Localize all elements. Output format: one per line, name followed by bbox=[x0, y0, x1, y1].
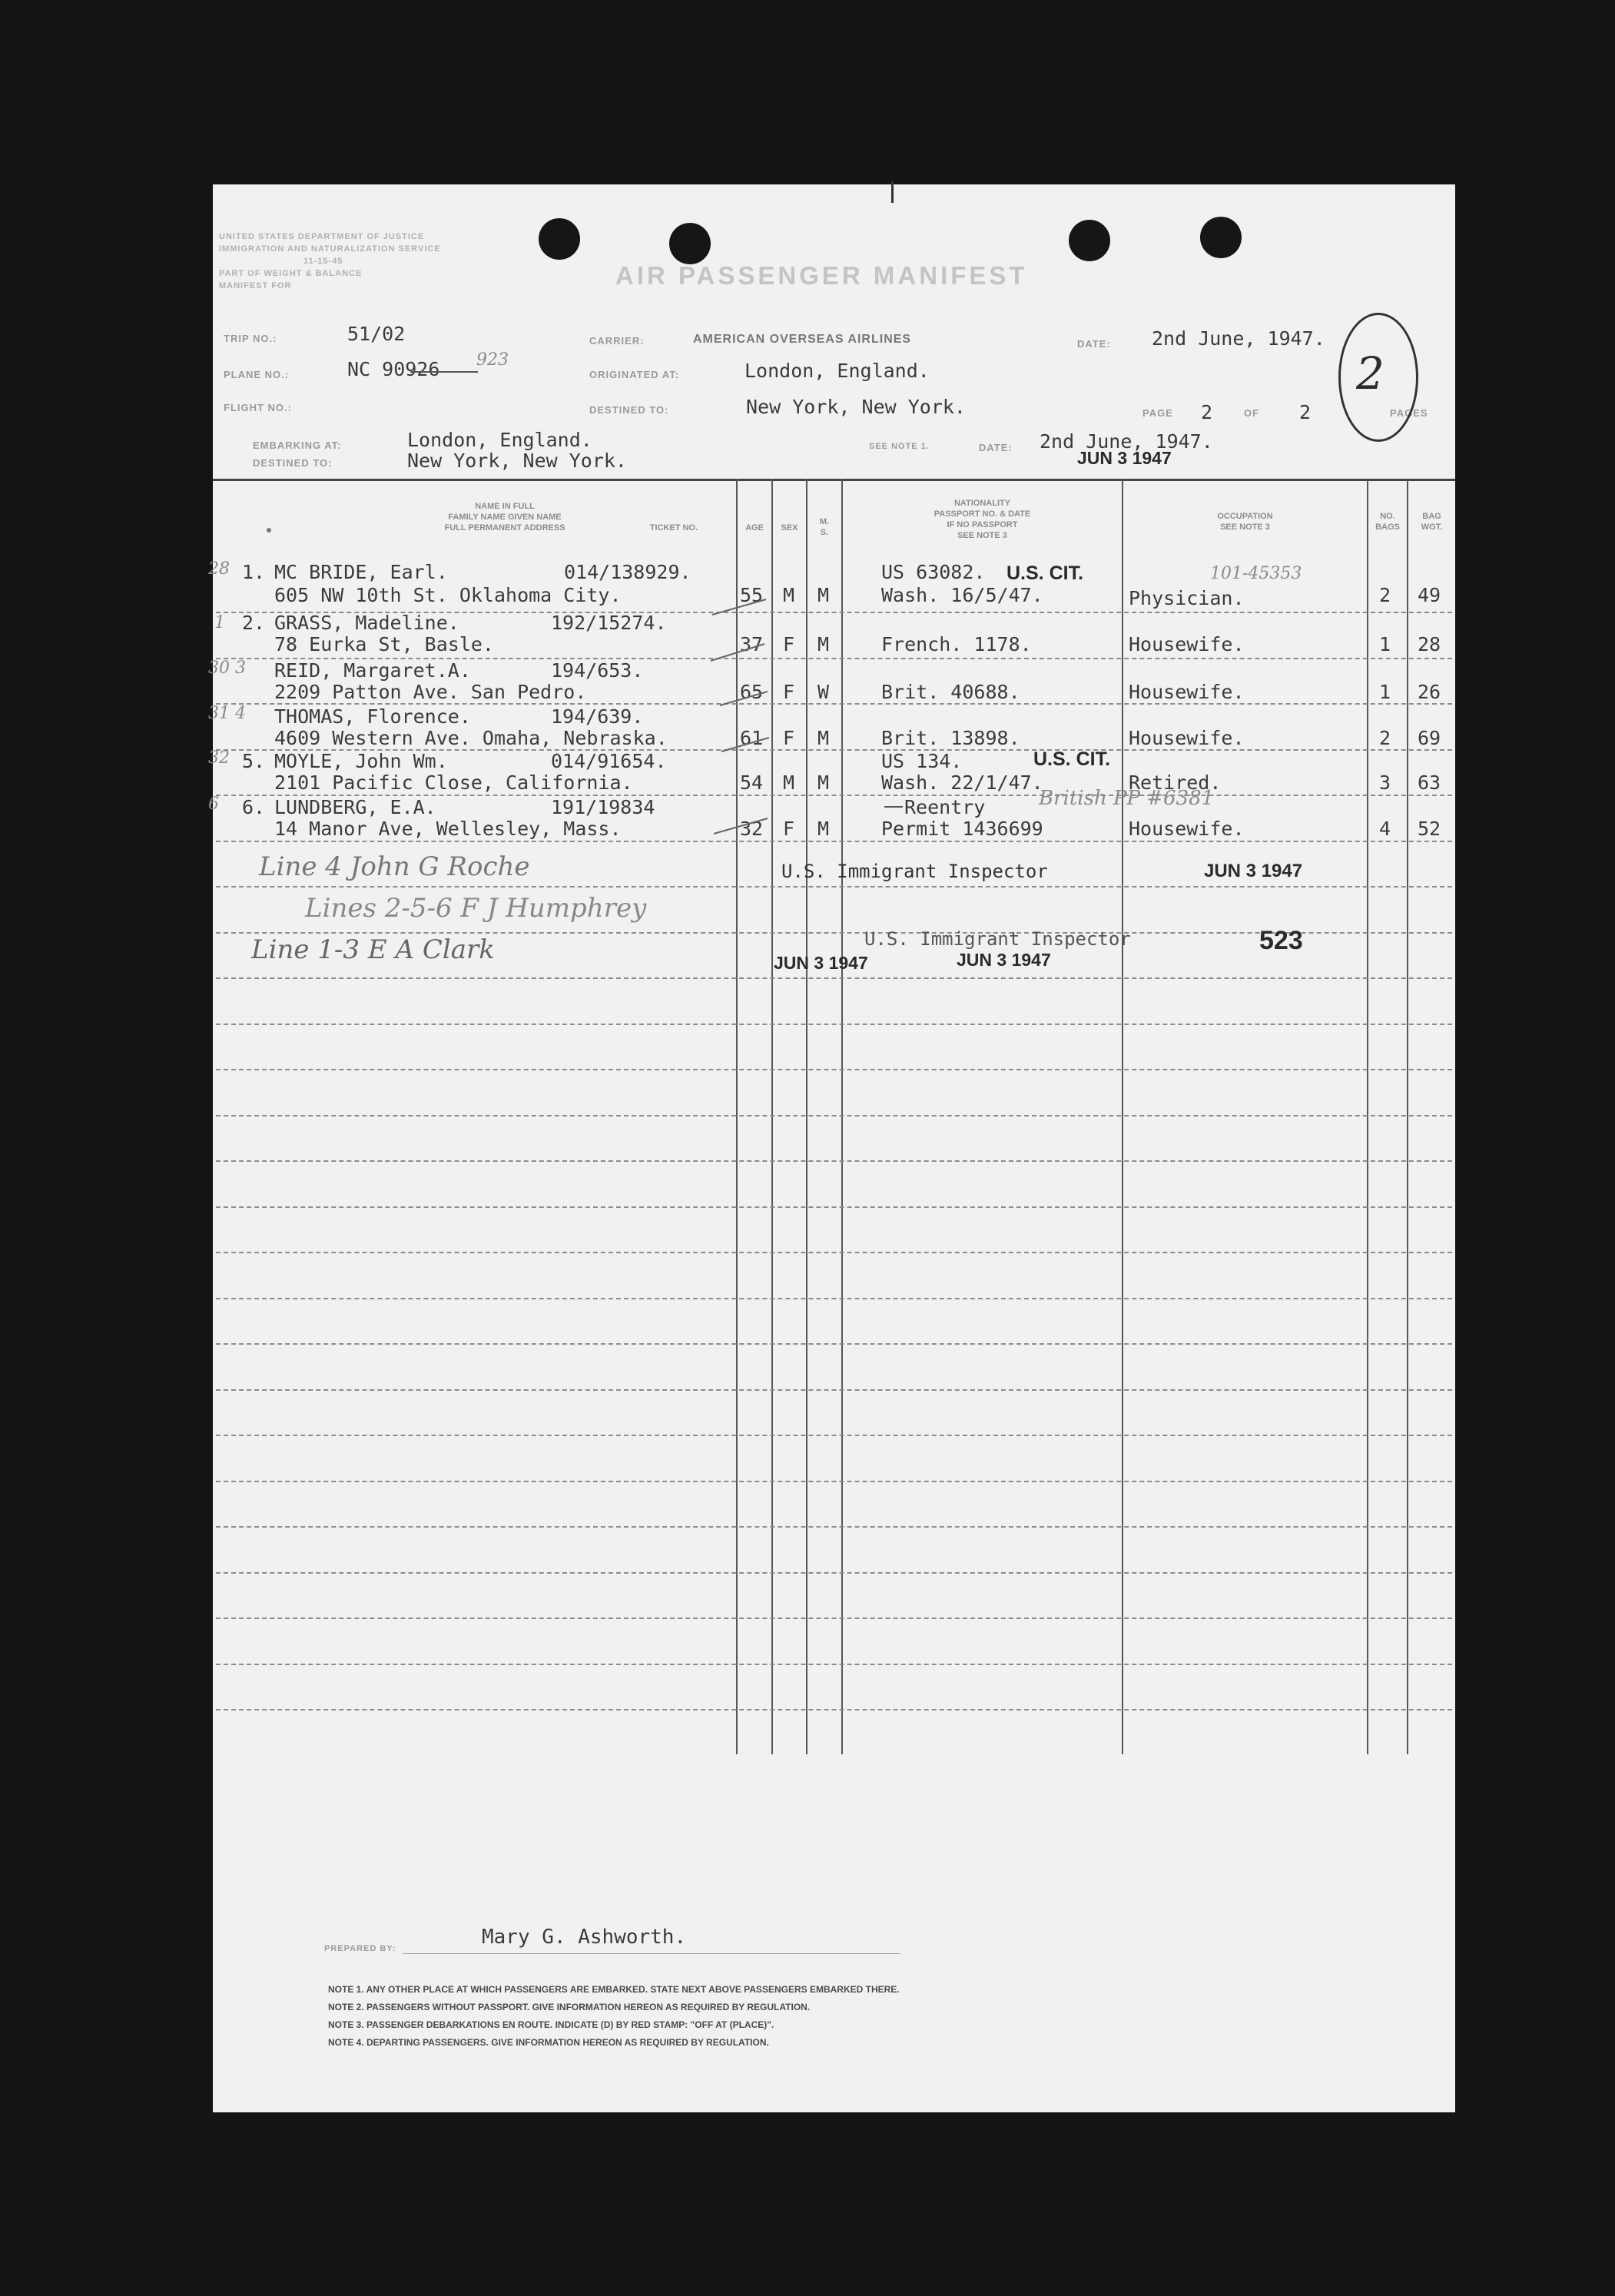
passenger-address: 14 Manor Ave, Wellesley, Mass. bbox=[274, 818, 622, 840]
marital-status: M bbox=[817, 727, 830, 749]
row-rule bbox=[216, 1298, 1452, 1299]
column-header-line: OCCUPATION bbox=[1217, 512, 1273, 521]
inspection-date-stamp: JUN 3 1947 bbox=[774, 953, 868, 973]
ticket-number: 014/91654. bbox=[551, 750, 667, 772]
column-header-line: NAME IN FULL bbox=[475, 502, 535, 511]
column-header-line: PASSPORT NO. & DATE bbox=[934, 509, 1031, 519]
passenger-sex: M bbox=[783, 584, 795, 606]
embarking-value: London, England. bbox=[407, 429, 592, 451]
row-rule bbox=[216, 1664, 1452, 1665]
occupation: Housewife. bbox=[1129, 818, 1245, 840]
bag-weight-column-header bbox=[1408, 511, 1455, 533]
occupation-annotation: 101-45353 bbox=[1210, 564, 1302, 583]
passport-number: Reentry bbox=[904, 796, 986, 818]
row-margin-number: 6 bbox=[208, 795, 219, 814]
passport-number: Brit. 13898. bbox=[881, 727, 1020, 749]
strike-mark bbox=[884, 806, 903, 808]
column-header-line: BAGS bbox=[1375, 523, 1400, 532]
page-value: 2 bbox=[1201, 401, 1213, 423]
bag-weight: 69 bbox=[1418, 727, 1441, 749]
occupation: Physician. bbox=[1129, 587, 1245, 609]
date-label: DATE: bbox=[1077, 338, 1111, 350]
nationality-column-header bbox=[843, 498, 1122, 541]
ticket-column-header: TICKET NO. bbox=[649, 523, 698, 533]
row-index: 6. bbox=[242, 796, 266, 818]
bag-weight: 63 bbox=[1418, 771, 1441, 794]
marital-status: W bbox=[817, 681, 830, 703]
passenger-age: 54 bbox=[740, 771, 764, 794]
column-header-line: SEE NOTE 3 bbox=[1220, 523, 1270, 532]
trip-no-value: 51/02 bbox=[347, 323, 406, 345]
marital-status: M bbox=[817, 633, 830, 655]
passenger-name: MC BRIDE, Earl. bbox=[274, 561, 448, 583]
punch-hole bbox=[1200, 217, 1242, 258]
pages-label: PAGES bbox=[1390, 407, 1428, 419]
note-line: NOTE 4. DEPARTING PASSENGERS. GIVE INFORMATION HEREON AS REQUIRED BY REGULATION. bbox=[328, 2037, 769, 2048]
check-mark bbox=[711, 644, 764, 661]
of-label: OF bbox=[1244, 407, 1260, 419]
occupation: Housewife. bbox=[1129, 681, 1245, 703]
row-index: 1. bbox=[242, 561, 266, 583]
name-column-header bbox=[343, 501, 666, 533]
flight-no-label: FLIGHT NO.: bbox=[224, 402, 292, 413]
plane-no-label: PLANE NO.: bbox=[224, 369, 290, 380]
passport-date: Wash. 16/5/47. bbox=[881, 584, 1043, 606]
passenger-sex: M bbox=[783, 771, 795, 794]
destined-value: New York, New York. bbox=[746, 396, 966, 418]
passport-date: Wash. 22/1/47. bbox=[881, 771, 1043, 794]
passenger-address: 4609 Western Ave. Omaha, Nebraska. bbox=[274, 727, 668, 749]
notes-block bbox=[328, 1981, 900, 2052]
column-header-line: SEE NOTE 3 bbox=[957, 531, 1007, 540]
check-mark bbox=[714, 818, 768, 834]
bag-weight: 52 bbox=[1418, 818, 1441, 840]
bag-count: 2 bbox=[1379, 727, 1391, 749]
prepared-by-line bbox=[403, 1953, 900, 1954]
passenger-address: 605 NW 10th St. Oklahoma City. bbox=[274, 584, 622, 606]
inspector-signature: Line 4 John G Roche bbox=[259, 851, 530, 882]
passenger-row bbox=[208, 659, 1455, 705]
passenger-name: REID, Margaret.A. bbox=[274, 659, 471, 682]
row-margin-number: 1 bbox=[214, 613, 225, 632]
row-margin-number: 32 bbox=[208, 748, 230, 768]
weight-balance-line: PART OF WEIGHT & BALANCE bbox=[219, 269, 363, 278]
row-rule bbox=[216, 1069, 1452, 1070]
passenger-sex: F bbox=[783, 727, 795, 749]
citizen-stamp: U.S. CIT. bbox=[1006, 562, 1084, 584]
occupation: Housewife. bbox=[1129, 633, 1245, 655]
row-rule bbox=[216, 886, 1452, 888]
table-top-border bbox=[213, 479, 1455, 481]
of-value: 2 bbox=[1299, 401, 1312, 423]
column-header-line: WGT. bbox=[1421, 523, 1443, 532]
passenger-age: 55 bbox=[740, 584, 764, 606]
passenger-address: 2209 Patton Ave. San Pedro. bbox=[274, 681, 587, 703]
check-marks bbox=[697, 569, 781, 845]
row-rule bbox=[216, 1115, 1452, 1116]
inspector-signature: Lines 2-5-6 F J Humphrey bbox=[305, 893, 647, 924]
manifest-sheet bbox=[208, 184, 1455, 2112]
destined-to-label: DESTINED TO: bbox=[253, 457, 333, 469]
passenger-row bbox=[208, 787, 1455, 842]
row-rule bbox=[216, 1435, 1452, 1436]
inspection-date-stamp: JUN 3 1947 bbox=[1204, 861, 1303, 881]
row-rule bbox=[216, 1206, 1452, 1208]
row-rule bbox=[216, 1389, 1452, 1391]
passport-number: US 63082. bbox=[881, 561, 986, 583]
citizen-stamp: U.S. CIT. bbox=[1033, 748, 1111, 770]
passenger-age: 65 bbox=[740, 681, 764, 703]
page-label: PAGE bbox=[1142, 407, 1173, 419]
date-value: 2nd June, 1947. bbox=[1152, 327, 1325, 350]
inspector-stamp: U.S. Immigrant Inspector bbox=[864, 928, 1131, 950]
row-rule bbox=[216, 1343, 1452, 1345]
note-line: NOTE 2. PASSENGERS WITHOUT PASSPORT. GIVE INFORMATION HEREON AS REQUIRED BY REGULATION. bbox=[328, 2002, 811, 2012]
bag-count: 1 bbox=[1379, 633, 1391, 655]
row-index: 5. bbox=[242, 750, 266, 772]
destined-label: DESTINED TO: bbox=[589, 404, 669, 416]
note-line: NOTE 1. ANY OTHER PLACE AT WHICH PASSENGERS ARE EMBARKED. STATE NEXT ABOVE PASSENGERS EMBARKED THERE. bbox=[328, 1984, 900, 1995]
row-rule bbox=[216, 1160, 1452, 1162]
passenger-row bbox=[208, 704, 1455, 750]
punch-hole bbox=[539, 218, 580, 260]
column-header-line: NO. bbox=[1380, 512, 1395, 521]
passenger-age: 37 bbox=[740, 633, 764, 655]
row-rule bbox=[216, 1481, 1452, 1482]
row-rule bbox=[216, 1617, 1452, 1619]
passport-date: Permit 1436699 bbox=[881, 818, 1043, 840]
sex-column-header: SEX bbox=[781, 523, 798, 533]
embark-date-value: 2nd June, 1947. bbox=[1040, 430, 1213, 453]
check-mark bbox=[721, 738, 769, 752]
prepared-by-value: Mary G. Ashworth. bbox=[482, 1926, 687, 1949]
agency-line: IMMIGRATION AND NATURALIZATION SERVICE bbox=[219, 244, 441, 254]
ticket-number: 194/653. bbox=[551, 659, 644, 682]
prepared-by-label: PREPARED BY: bbox=[324, 1944, 396, 1953]
passenger-row bbox=[208, 748, 1455, 796]
passenger-age: 32 bbox=[740, 818, 764, 840]
ticket-number: 194/639. bbox=[551, 705, 644, 728]
manifest-for-line: MANIFEST FOR bbox=[219, 281, 292, 290]
ticket-number: 192/15274. bbox=[551, 612, 667, 634]
passenger-sex: F bbox=[783, 633, 795, 655]
row-index: 2. bbox=[242, 612, 266, 634]
page-circle-number: 2 bbox=[1356, 347, 1385, 400]
column-header-line: NATIONALITY bbox=[953, 499, 1011, 508]
agency-block bbox=[219, 231, 441, 292]
row-rule bbox=[216, 977, 1452, 979]
carrier-value: AMERICAN OVERSEAS AIRLINES bbox=[693, 333, 912, 346]
form-title: AIR PASSENGER MANIFEST bbox=[615, 261, 1028, 290]
ticket-number: 014/138929. bbox=[564, 561, 691, 583]
column-header-line: BAG bbox=[1422, 512, 1441, 521]
punch-hole bbox=[669, 223, 711, 264]
column-header-line: FULL PERMANENT ADDRESS bbox=[444, 523, 565, 533]
top-mark bbox=[891, 181, 894, 203]
embark-date-label: DATE: bbox=[979, 442, 1013, 453]
bags-column-header bbox=[1368, 511, 1407, 533]
inspector-signature: Line 1-3 E A Clark bbox=[251, 934, 495, 965]
passenger-address: 2101 Pacific Close, California. bbox=[274, 771, 633, 794]
bag-weight: 26 bbox=[1418, 681, 1441, 703]
carrier-label: CARRIER: bbox=[589, 335, 645, 347]
inspector-stamp: U.S. Immigrant Inspector bbox=[781, 861, 1048, 882]
occupation-annotation: British PP #6381 bbox=[1039, 787, 1215, 810]
column-header-line: S. bbox=[820, 528, 829, 537]
bag-weight: 49 bbox=[1418, 584, 1441, 606]
passenger-name: GRASS, Madeline. bbox=[274, 612, 459, 634]
inspection-date-stamp: JUN 3 1947 bbox=[957, 950, 1051, 970]
inspector-number-stamp: 523 bbox=[1259, 926, 1303, 955]
plane-no-strike bbox=[410, 371, 478, 373]
destined-to-value: New York, New York. bbox=[407, 450, 627, 472]
row-rule bbox=[216, 1709, 1452, 1710]
bag-count: 2 bbox=[1379, 584, 1391, 606]
originated-value: London, England. bbox=[744, 360, 930, 382]
row-rule bbox=[216, 1024, 1452, 1025]
occupation-column-header bbox=[1123, 511, 1367, 533]
marital-status: M bbox=[817, 771, 830, 794]
column-header-line: IF NO PASSPORT bbox=[947, 520, 1018, 529]
passenger-name: MOYLE, John Wm. bbox=[274, 750, 448, 772]
punch-hole bbox=[1069, 220, 1110, 261]
age-column-header: AGE bbox=[745, 523, 764, 533]
marital-status: M bbox=[817, 584, 830, 606]
row-margin-number: 28 bbox=[208, 559, 230, 579]
passenger-sex: F bbox=[783, 818, 795, 840]
bag-count: 3 bbox=[1379, 771, 1391, 794]
trip-no-label: TRIP NO.: bbox=[224, 333, 277, 344]
bag-weight: 28 bbox=[1418, 633, 1441, 655]
row-margin-number: 31 4 bbox=[208, 704, 246, 723]
bag-count: 1 bbox=[1379, 681, 1391, 703]
form-number: 11-15-45 bbox=[303, 257, 343, 266]
plane-no-value: NC 90926 bbox=[347, 358, 440, 380]
passport-number: US 134. bbox=[881, 750, 963, 772]
occupation: Retired. bbox=[1129, 771, 1222, 794]
column-header-line: FAMILY NAME GIVEN NAME bbox=[448, 513, 562, 522]
bullet-icon bbox=[267, 528, 271, 533]
note-line: NOTE 3. PASSENGER DEBARKATIONS EN ROUTE. INDICATE (D) BY RED STAMP: "OFF AT (PLACE)". bbox=[328, 2019, 774, 2030]
passport-number: Brit. 40688. bbox=[881, 681, 1020, 703]
marital-column-header bbox=[808, 516, 841, 538]
column-header-line: M. bbox=[819, 517, 830, 526]
plane-no-handwritten: 923 bbox=[476, 350, 509, 370]
see-note-label: SEE NOTE 1. bbox=[869, 442, 930, 451]
bag-count: 4 bbox=[1379, 818, 1391, 840]
check-mark bbox=[712, 599, 766, 615]
row-rule bbox=[216, 1526, 1452, 1528]
header-date-stamp: JUN 3 1947 bbox=[1077, 448, 1172, 468]
passenger-address: 78 Eurka St, Basle. bbox=[274, 633, 494, 655]
row-rule bbox=[216, 1252, 1452, 1253]
embarking-label: EMBARKING AT: bbox=[253, 440, 342, 451]
passenger-name: THOMAS, Florence. bbox=[274, 705, 471, 728]
check-mark bbox=[720, 692, 768, 705]
passenger-row bbox=[213, 612, 1455, 659]
agency-line: UNITED STATES DEPARTMENT OF JUSTICE bbox=[219, 232, 425, 241]
occupation: Housewife. bbox=[1129, 727, 1245, 749]
originated-label: ORIGINATED AT: bbox=[589, 369, 680, 380]
row-margin-number: 30 3 bbox=[208, 659, 246, 678]
passport-number: French. 1178. bbox=[881, 633, 1032, 655]
passenger-age: 61 bbox=[740, 727, 764, 749]
passenger-name: LUNDBERG, E.A. bbox=[274, 796, 436, 818]
passenger-row bbox=[208, 559, 1455, 612]
passenger-sex: F bbox=[783, 681, 795, 703]
ticket-number: 191/19834 bbox=[551, 796, 655, 818]
row-rule bbox=[216, 1572, 1452, 1574]
marital-status: M bbox=[817, 818, 830, 840]
